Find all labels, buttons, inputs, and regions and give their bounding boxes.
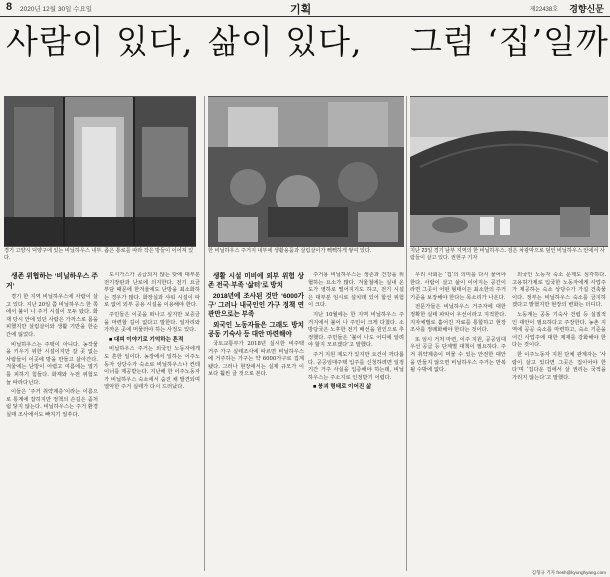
article-paragraph: 외국인 노동자 숙소 문제도 심각하다. 고용허가제로 입국한 노동자에게 사업주가 제공하는 숙소 상당수가 가설 건축물이다. 정부는 비닐하우스 숙소를 금지하겠다고 밝혔지만 현장의 변화는 더디다. [512,272,606,309]
article-paragraph: 또 임시 거처 마련, 이주 지원, 공공임대 우선 공급 등 단계별 대책이 필요하다. 주거 취약계층이 머물 수 있는 안전한 대안을 만들지 않으면 비닐하우스 주거는 반복될 수밖에 없다. [410,336,506,374]
issue-number: 제22438호 [529,7,558,13]
photo-greenhouse-exterior [410,96,608,247]
article-paragraph: 지난 10월에는 한 지역 비닐하우스 주거지에서 불이 나 주민이 크게 다쳤다. 소방당국은 노후한 전기 배선을 원인으로 추정했다. 주민들은 ‘불이 나도 어디에 알려야 할지 모르겠다’고 말했다. [308,311,404,349]
article-paragraph: 도시가스가 공급되지 않는 탓에 대부분 전기장판과 난로에 의지한다. 전기 요금 부담 때문에 한겨울에도 난방을 최소화하는 경우가 많다. 화장실과 샤워 시설이 따로 없어 외부 공용 시설을 이용해야 한다. [104,272,200,309]
article-paragraph: 주거 지원 제도가 있지만 요건이 까다롭다. 공공임대주택 입주를 신청하려면 일정 기간 거주 사실을 입증해야 하는데, 비닐하우스는 주소지로 인정받기 어렵다. [308,351,404,381]
article-paragraph: 비닐하우스 주거는 외국인 노동자에게도 흔한 일이다. 농장에서 일하는 이주노동자 상당수가 숙소로 비닐하우스나 컨테이너를 제공받는다. 지난해 한 이주노동자가 비닐하우스 숙소에서 숨진 채 발견되며 열악한 주거 실태가 다시 드러났다. [104,346,200,391]
article-column-2 [104,272,200,571]
byline: 김형규 기자 fresh@kyunghyang.com [531,570,606,575]
issue-date: 2020년 12월 30일 수요일 [20,6,93,13]
article-paragraph: 전문가들은 비닐하우스 거주자에 대한 정확한 실태 파악이 우선이라고 지적한다. 지자체별로 흩어진 자료를 통합하고 현장 조사를 정례화해야 한다는 것이다. [410,304,506,334]
article-column-5 [410,272,506,571]
column-divider [406,96,407,571]
page-number: 8 [6,1,13,13]
headline-part-1: 사람이 있다, [6,22,194,61]
photo-caption-3: 지난 23일 경기 남부 지역의 한 비닐하우스. 검은 차광막으로 덮인 비닐하우스 안에서 사람들이 살고 있다. 권현구 기자 [410,248,605,261]
masthead [0,0,610,17]
article-column-1 [6,272,98,571]
section-title: 기획 [290,4,312,16]
article-paragraph: 우리 사회는 ‘집’의 의미를 다시 물어야 한다. 사람이 살고 삶이 이어지는 공간이라면 그곳이 어떤 형태이든 최소한의 주거 기준을 보장해야 한다는 목소리가 나온다. [410,272,506,301]
article-paragraph: 주민들은 이곳을 떠나고 싶지만 보증금을 마련할 길이 없다고 말한다. 일자리와 가까운 곳에 머물러야 하는 사정도 있다. [104,311,200,334]
article-column-3 [208,272,304,571]
deck-subhead-2: 2018년에 조사된 것만 ‘6000가구’ 그러나 내국인인 가구 정책 연관만으로는 부족 [208,293,304,318]
article-paragraph: 한 이주노동자 지원 단체 관계자는 ‘사람이 살고 있다면 그곳은 집이어야 한다’며 ‘집다운 집에서 살 권리는 국적을 가리지 않는다’고 말했다. [512,351,606,381]
photo-caption-2: 한 비닐하우스 주거지 내부에 생활용품과 살림살이가 빽빽하게 쌓여 있다. [208,248,372,254]
deck-subhead-3: 외국인 노동자들은 그래도 방치 공동 기숙사 등 대안 마련해야 [208,322,304,338]
newspaper-logo: 경향신문 [569,5,604,15]
article-column-6 [512,272,606,571]
photo-greenhouse-interior [4,96,196,247]
photo-caption-1: 경기 고양시 덕양구에 있는 비닐하우스 내부. 좁은 통로를 따라 작은 방들이 이어져 있다. [4,248,194,261]
article-paragraph: 주거용 비닐하우스는 생존과 건강을 위협하는 요소가 많다. 겨울철에는 실내 온도가 영하로 떨어지기도 하고, 전기 시설은 대부분 임시로 설치돼 있어 합선 위험이 크다. [308,272,404,309]
article-paragraph: 이들은 ‘주거 취약계층’이라는 이름으로 통계에 잡히지만 정책의 손길은 좀처럼 닿지 않는다. 비닐하우스는 주거 환경 실태 조사에서도 빠지기 일쑤다. [6,389,98,418]
article-paragraph: 노동계는 공동 기숙사 건립 등 실질적인 대안이 필요하다고 주장한다. 농촌 지역에 공공 숙소를 마련하고, 숙소 기준을 어긴 사업주에 대한 제재를 강화해야 한다는 것이다. [512,311,606,349]
headline-part-2: 삶이 있다, [208,22,363,61]
article-paragraph: 경기 한 지역 비닐하우스에 사람이 살고 있다. 지난 20일 쯤 비닐하우스 한 쪽에서 불이 나 주거 시설이 모두 탔다. 화재 당시 안에 있던 사람은 가까스로 몸을 피했지만 살림살이와 생활 기반을 한순간에 잃었다. [6,294,98,338]
section-minihead: ■ 대피 이야기로 기억하는 흔적 [109,336,184,343]
article-subhead: 생존 위협하는 ‘비닐하우스 주거’ [6,273,98,290]
photo-cluttered-room [208,96,404,247]
section-minihead: ■ 붕괴 형태로 이어진 삶 [313,384,372,391]
article-paragraph: 비닐하우스는 주택이 아니다. 농작물을 키우기 위한 시설이지만 갈 곳 없는 사람들이 이곳에 방을 만들고 살아간다. 겨울에는 난방이 어렵고 여름에는 열기를 피하기 힘들다. 화재와 누전 위험도 늘 따라다닌다. [6,341,98,386]
article-paragraph: 국토교통부가 2018년 실시한 비주택 거주 가구 실태조사에 따르면 비닐하우스에 거주하는 가구는 약 6000가구로 집계됐다. 그러나 현장에서는 실제 규모가 이보다 훨씬 클 것으로 본다. [208,341,304,378]
article-column-4 [308,272,404,571]
headline-part-3: 그럼 ‘집’일까 [410,22,609,61]
column-divider [204,96,205,571]
deck-subhead-1: 생활 시설 미비에 외부 위험 상존 전국·부족 ‘삶터’로 방치 [208,273,304,289]
